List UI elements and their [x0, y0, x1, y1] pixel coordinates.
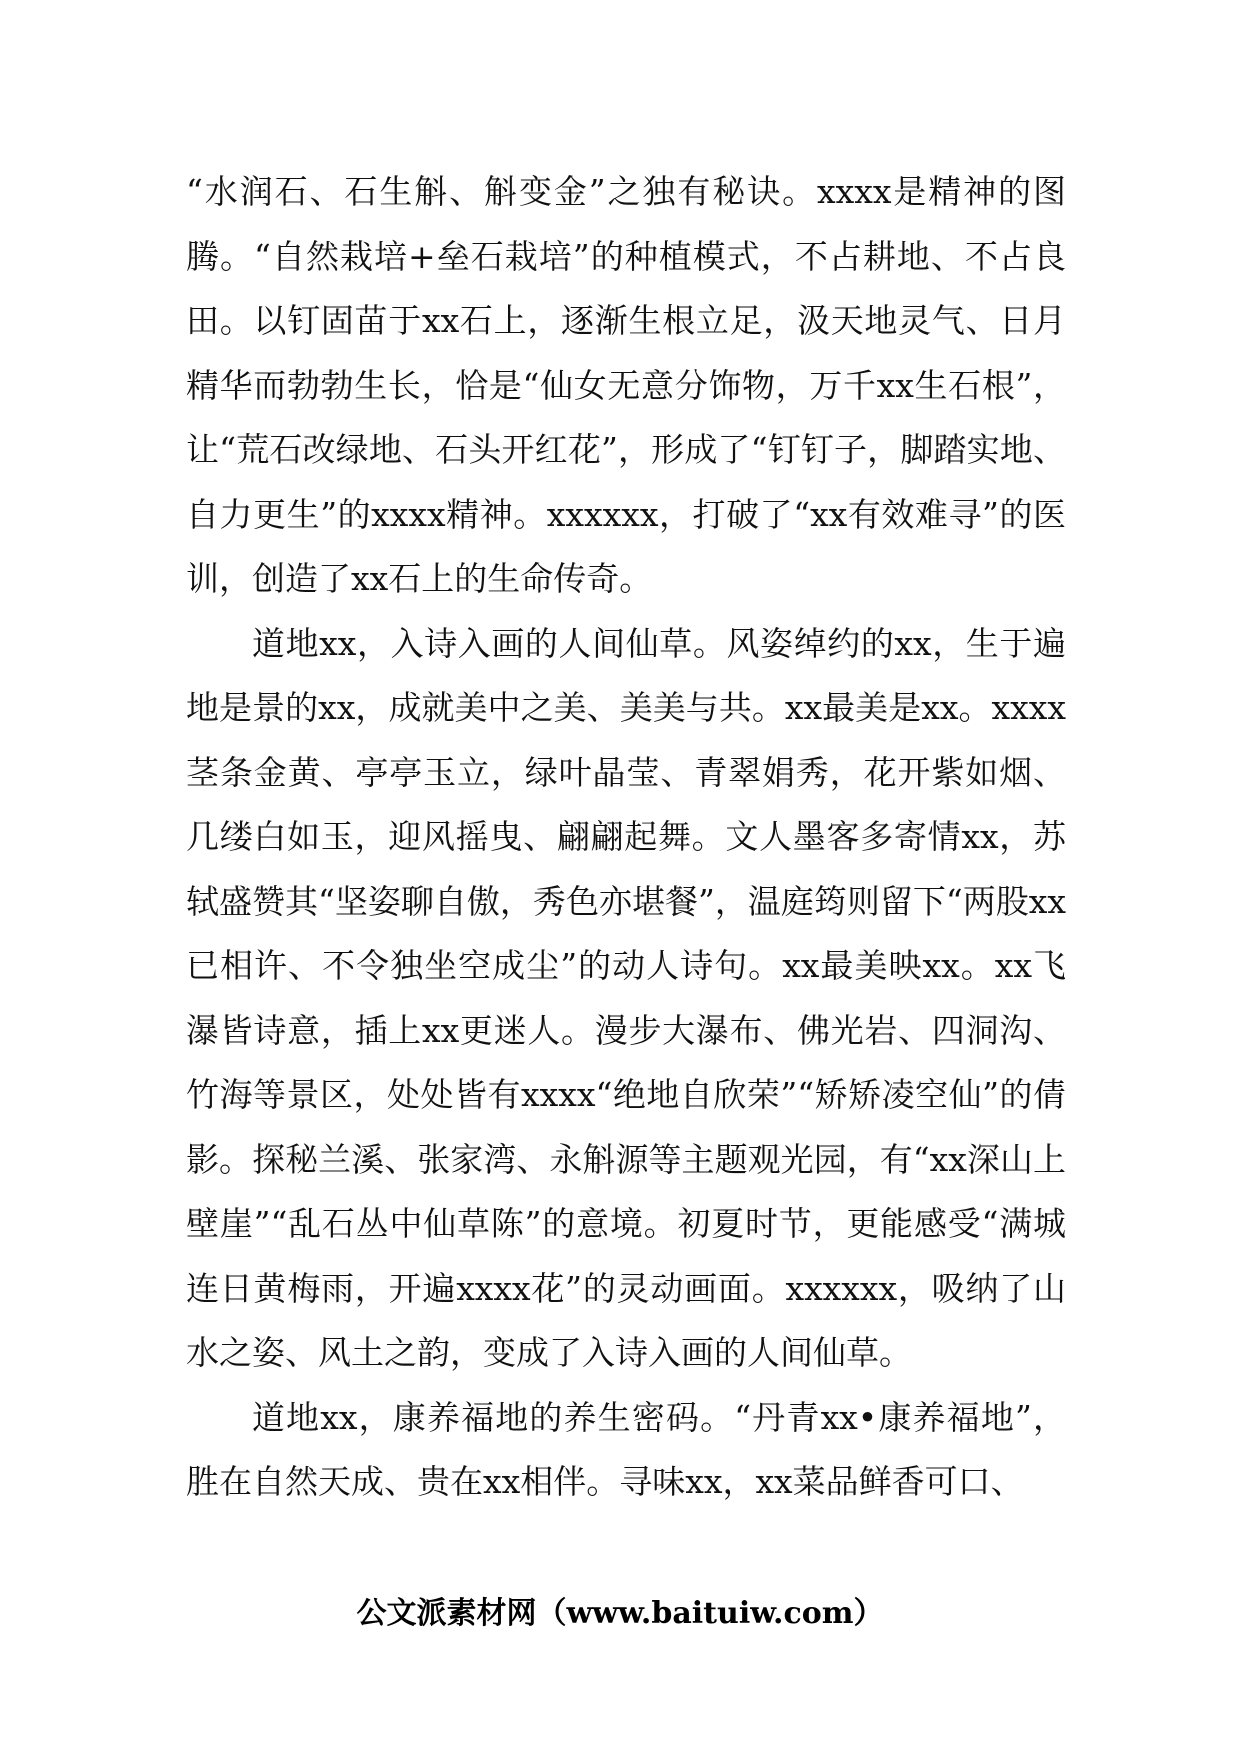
- document-body: [186, 160, 1066, 1515]
- paragraph-1: “水润石、石生斛、斛变金”之独有秘诀。xxxx是精神的图腾。“自然栽培+垒石栽培”的种植模式，不占耕地、不占良田。以钉固苗于xx石上，逐渐生根立足，汲天地灵气、日月精华而勃勃生长，恰是“仙女无意分饰物，万千xx生石根”，让“荒石改绿地、石头开红花”，形成了“钉钉子，脚踏实地、自力更生”的xxxx精神。xxxxxx，打破了“xx有效难寻”的医训，创造了xx石上的生命传奇。: [186, 172, 1066, 598]
- paragraph-2: 道地xx，入诗入画的人间仙草。风姿绰约的xx，生于遍地是景的xx，成就美中之美、美美与共。xx最美是xx。xxxx茎条金黄、亭亭玉立，绿叶晶莹、青翠娟秀，花开紫如烟、几缕白如玉，迎风摇曳、翩翩起舞。文人墨客多寄情xx，苏轼盛赞其“坚姿聊自傲，秀色亦堪餐”，温庭筠则留下“两股xx已相许、不令独坐空成尘”的动人诗句。xx最美映xx。xx飞瀑皆诗意，插上xx更迷人。漫步大瀑布、佛光岩、四洞沟、竹海等景区，处处皆有xxxx“绝地自欣荣”“矫矫凌空仙”的倩影。探秘兰溪、张家湾、永斛源等主题观光园，有“xx深山上壁崖”“乱石丛中仙草陈”的意境。初夏时节，更能感受“满城连日黄梅雨，开遍xxxx花”的灵动画面。xxxxxx，吸纳了山水之姿、风土之韵，变成了入诗入画的人间仙草。: [186, 623, 1066, 1372]
- paragraph-3: 道地xx，康养福地的养生密码。“丹青xx•康养福地”，胜在自然天成、贵在xx相伴。寻味xx，xx菜品鲜香可口、: [186, 1397, 1066, 1501]
- page-footer-watermark: 公文派素材网（www.baituiw.com）: [356, 1596, 884, 1631]
